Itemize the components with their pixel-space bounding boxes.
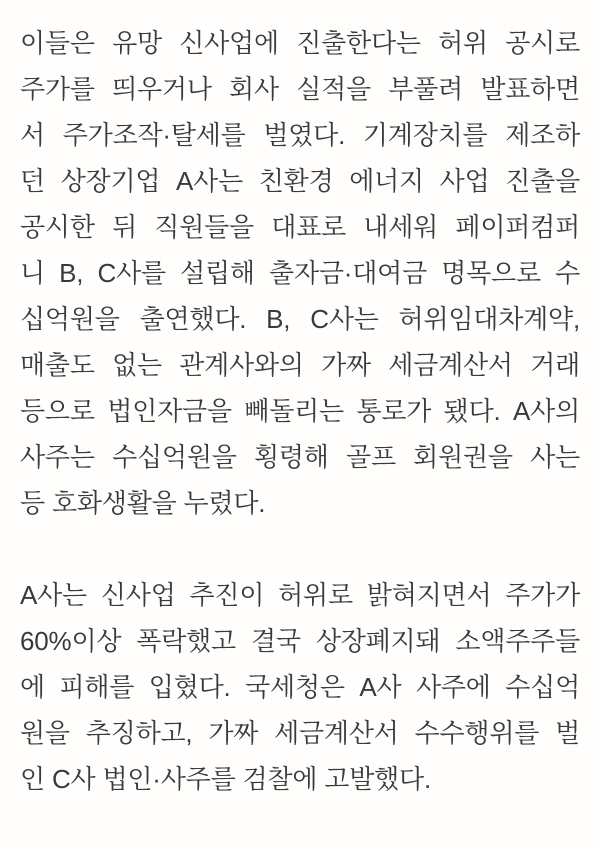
text-line: 사주는 수십억원을 횡령해 골프 회원권을 사는 <box>20 442 580 472</box>
article-paragraph-2 <box>20 572 580 802</box>
text-line: 주가를 띄우거나 회사 실적을 부풀려 발표하면 <box>20 74 580 104</box>
text-line: 공시한 뒤 직원들을 대표로 내세워 페이퍼컴퍼 <box>20 212 580 242</box>
text-line: 인 C사 법인·사주를 검찰에 고발했다. <box>20 764 431 794</box>
text-line: 던 상장기업 A사는 친환경 에너지 사업 진출을 <box>20 166 580 196</box>
text-line: 서 주가조작·탈세를 벌였다. 기계장치를 제조하 <box>20 120 580 150</box>
text-line: 십억원을 출연했다. B, C사는 허위임대차계약, <box>20 304 580 334</box>
text-line: 니 B, C사를 설립해 출자금·대여금 명목으로 수 <box>20 258 580 288</box>
text-line: 등 호화생활을 누렸다. <box>20 488 266 518</box>
text-line: 등으로 법인자금을 빼돌리는 통로가 됐다. A사의 <box>20 396 580 426</box>
text-line: 60%이상 폭락했고 결국 상장폐지돼 소액주주들 <box>20 626 580 656</box>
article-paragraph-1 <box>20 20 580 526</box>
text-line: 매출도 없는 관계사와의 가짜 세금계산서 거래 <box>20 350 580 380</box>
text-line: 이들은 유망 신사업에 진출한다는 허위 공시로 <box>20 28 580 58</box>
text-line: 원을 추징하고, 가짜 세금계산서 수수행위를 벌 <box>20 718 580 748</box>
text-line: A사는 신사업 추진이 허위로 밝혀지면서 주가가 <box>20 580 580 610</box>
text-line: 에 피해를 입혔다. 국세청은 A사 사주에 수십억 <box>20 672 580 702</box>
